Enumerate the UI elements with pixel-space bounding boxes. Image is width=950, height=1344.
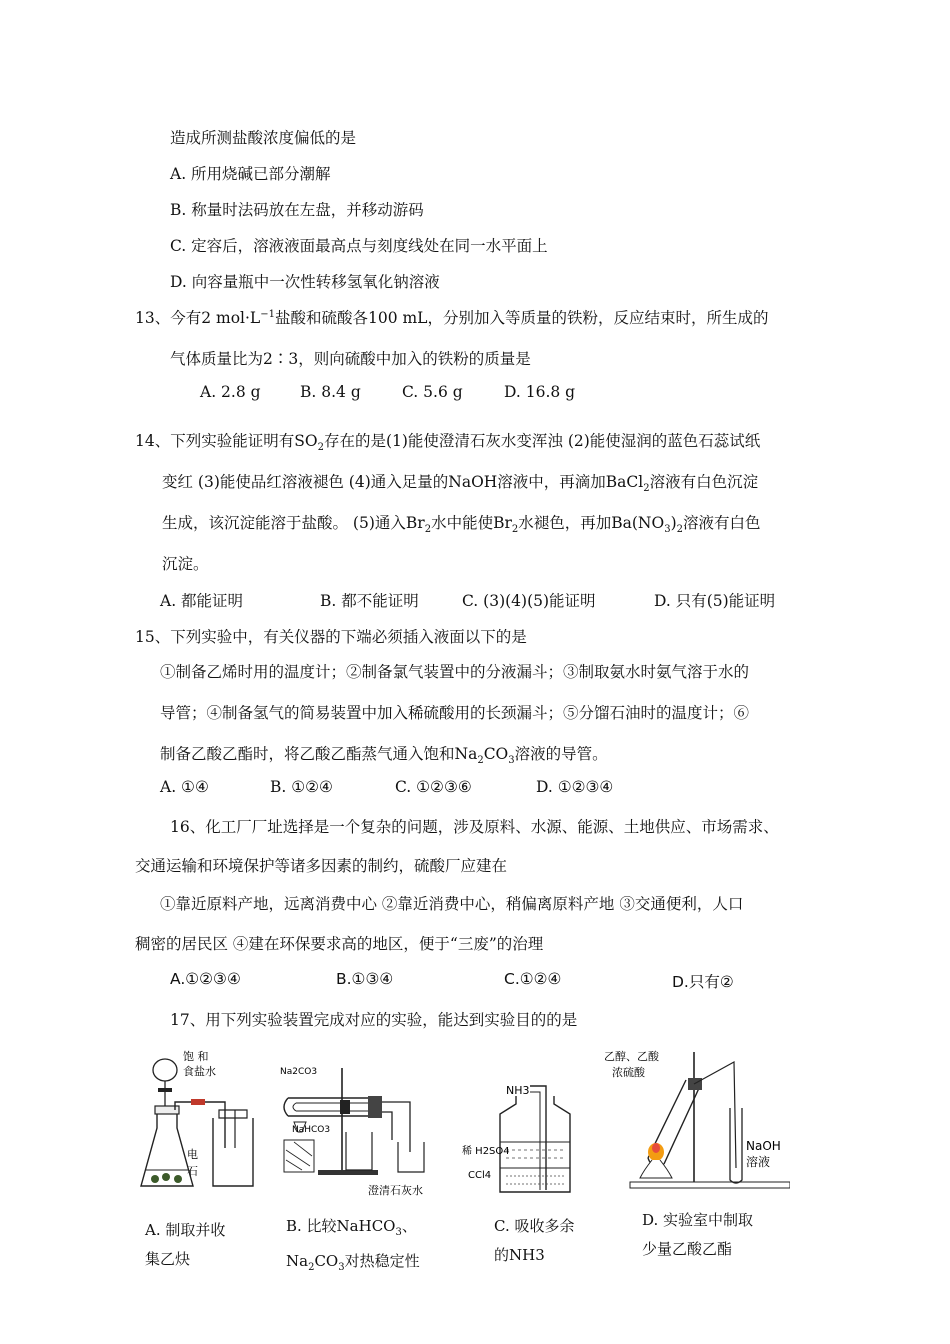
q12-option-a: A. 所用烧碱已部分潮解 bbox=[170, 165, 331, 183]
fig-d-label-4: 溶液 bbox=[746, 1155, 771, 1169]
caption-b: B. 比较NaHCO$_3$、 $Na_2CO_3$对热稳定性 bbox=[286, 1217, 420, 1273]
caption-c: C. 吸收多余 的NH3 bbox=[494, 1217, 575, 1264]
q16-option-d: D.只有② bbox=[672, 973, 734, 991]
q14-line-3: 生成，该沉淀能溶于盐酸。 (5)通入$Br_2$水中能使$Br_2$水褪色，再加$Ba(NO_3)_2$溶液有白色 bbox=[162, 514, 761, 536]
q13-line-1: 13、今有2 $mol\cdot L^{-1}$盐酸和硫酸各100 mL，分别加入等质量的铁粉，反应结束时，所生成的 bbox=[135, 308, 769, 327]
q16-line-1: 16、化工厂厂址选择是一个复杂的问题，涉及原料、水源、能源、土地供应、市场需求、 bbox=[170, 818, 779, 836]
fig-d-label-3: NaOH bbox=[746, 1139, 781, 1153]
q13-option-a: A. 2.8 g bbox=[200, 383, 261, 401]
q13-option-c: C. 5.6 g bbox=[402, 383, 463, 401]
q16-option-c: C.①②④ bbox=[504, 970, 562, 988]
q13-option-d: D. 16.8 g bbox=[504, 383, 576, 401]
figure-b-thermal-stability-apparatus bbox=[280, 1060, 430, 1200]
q15-option-a: A. ①④ bbox=[160, 778, 209, 796]
q14-option-b: B. 都不能证明 bbox=[320, 592, 419, 610]
q12-stem-tail: 造成所测盐酸浓度偏低的是 bbox=[170, 129, 357, 147]
q14-line-4: 沉淀。 bbox=[162, 555, 209, 573]
q16-line-3: ①靠近原料产地，远离消费中心 ②靠近消费中心，稍偏离原料产地 ③交通便利，人口 bbox=[160, 895, 744, 913]
q12-option-d: D. 向容量瓶中一次性转移氢氧化钠溶液 bbox=[170, 273, 440, 291]
q15-option-b: B. ①②④ bbox=[270, 778, 333, 796]
q15-line-2: ①制备乙烯时用的温度计；②制备氯气装置中的分液漏斗；③制取氨水时氨气溶于水的 bbox=[160, 663, 750, 681]
q17-stem: 17、用下列实验装置完成对应的实验，能达到实验目的的是 bbox=[170, 1011, 578, 1029]
q15-line-4: 制备乙酸乙酯时，将乙酸乙酯蒸气通入饱和$Na_2CO_3$溶液的导管。 bbox=[160, 745, 608, 767]
q12-option-c: C. 定容后，溶液液面最高点与刻度线处在同一水平面上 bbox=[170, 237, 548, 255]
fig-a-label-2: 食盐水 bbox=[183, 1065, 216, 1078]
q16-line-4: 稠密的居民区 ④建在环保要求高的地区，便于“三废”的治理 bbox=[135, 935, 544, 953]
fig-c-label-3: CCl4 bbox=[468, 1170, 492, 1181]
fig-b-label-1: Na2CO3 bbox=[280, 1067, 318, 1077]
q14-option-c: C. (3)(4)(5)能证明 bbox=[462, 592, 596, 610]
q15-option-c: C. ①②③⑥ bbox=[395, 778, 472, 796]
q15-line-1: 15、下列实验中，有关仪器的下端必须插入液面以下的是 bbox=[135, 628, 527, 646]
q13-line-2: 气体质量比为2∶3，则向硫酸中加入的铁粉的质量是 bbox=[170, 350, 531, 368]
figure-c-ammonia-absorption-apparatus bbox=[460, 1080, 585, 1195]
fig-b-label-2: NaHCO3 bbox=[292, 1125, 331, 1135]
fig-c-label-2: 稀 H2SO4 bbox=[462, 1146, 510, 1157]
fig-d-label-1: 乙醇、乙酸 bbox=[604, 1050, 659, 1063]
caption-d: D. 实验室中制取 少量乙酸乙酯 bbox=[642, 1211, 754, 1258]
q14-option-d: D. 只有(5)能证明 bbox=[654, 592, 776, 610]
q16-option-a: A.①②③④ bbox=[170, 970, 241, 988]
q12-option-b: B. 称量时法码放在左盘，并移动游码 bbox=[170, 201, 424, 219]
fig-c-label-1: NH3 bbox=[506, 1084, 530, 1097]
fig-b-label-3: 澄清石灰水 bbox=[368, 1184, 423, 1197]
figure-d-ethyl-acetate-apparatus bbox=[600, 1048, 790, 1190]
q16-option-b: B.①③④ bbox=[336, 970, 394, 988]
fig-a-label-4: 石 bbox=[187, 1165, 198, 1178]
caption-a: A. 制取并收 集乙炔 bbox=[145, 1221, 226, 1268]
figure-a-acetylene-apparatus bbox=[135, 1048, 260, 1198]
q15-option-d: D. ①②③④ bbox=[536, 778, 614, 796]
q16-line-2: 交通运输和环境保护等诸多因素的制约，硫酸厂应建在 bbox=[135, 857, 508, 875]
fig-a-label-3: 电 bbox=[187, 1148, 198, 1161]
q14-option-a: A. 都能证明 bbox=[160, 592, 244, 610]
q14-line-2: 变红 (3)能使品红溶液褪色 (4)通入足量的NaOH溶液中，再滴加BaCl$_2$溶液有白色沉淀 bbox=[162, 473, 759, 495]
fig-d-label-2: 浓硫酸 bbox=[612, 1066, 645, 1079]
q14-line-1: 14、下列实验能证明有$SO_2$存在的是(1)能使澄清石灰水变浑浊 (2)能使湿润的蓝色石蕊试纸 bbox=[135, 432, 761, 454]
fig-a-label-1: 饱 和 bbox=[183, 1050, 209, 1063]
q13-option-b: B. 8.4 g bbox=[300, 383, 361, 401]
q15-line-3: 导管；④制备氢气的简易装置中加入稀硫酸用的长颈漏斗；⑤分馏石油时的温度计；⑥ bbox=[160, 704, 750, 722]
